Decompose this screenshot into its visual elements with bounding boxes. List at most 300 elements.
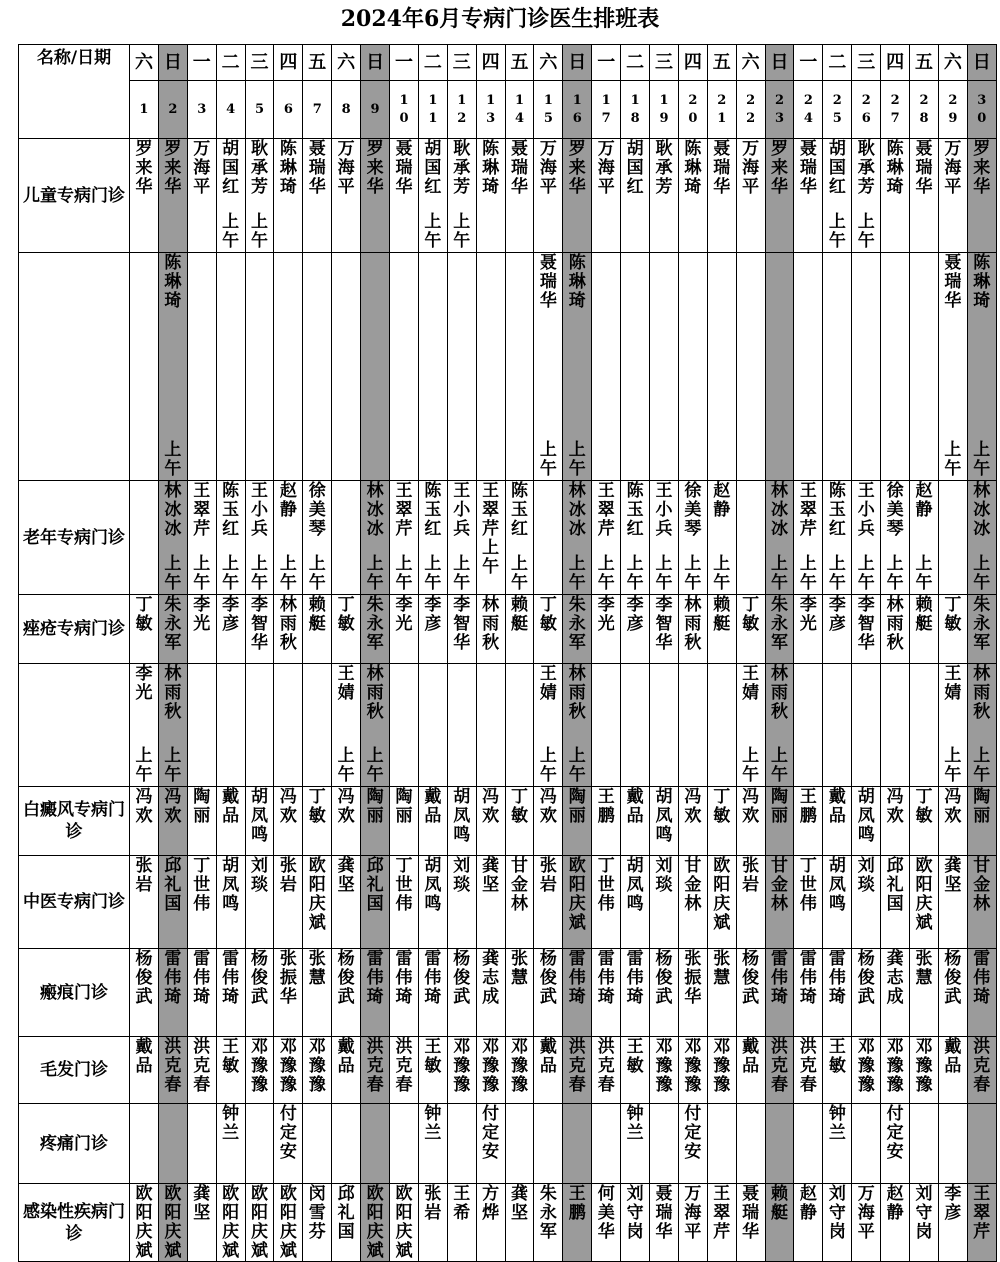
doctor-name: 戴品: [337, 1037, 355, 1076]
doctor-cell: [390, 1104, 419, 1184]
doctor-name: 洪克春: [395, 1037, 413, 1095]
doctor-name: 徐美琴: [886, 481, 904, 539]
doctor-name: 聂瑞华: [944, 253, 962, 311]
doctor-name: 钟兰: [828, 1104, 846, 1143]
doctor-cell: [447, 139, 476, 253]
clinic-name: [19, 253, 130, 481]
weekday-cell: 六: [736, 45, 765, 81]
doctor-cell: [967, 253, 996, 481]
doctor-name: 王敏: [626, 1037, 644, 1076]
doctor-cell: [390, 1184, 419, 1262]
doctor-cell: [216, 139, 245, 253]
morning-tag: 上午: [337, 746, 355, 785]
doctor-name: 罗来华: [771, 139, 789, 197]
doctor-name: 张岩: [742, 856, 760, 895]
doctor-cell: [967, 1184, 996, 1262]
doctor-name: 陈琳琦: [482, 139, 500, 197]
weekday-cell: 五: [303, 45, 332, 81]
weekday-cell: 四: [678, 45, 707, 81]
doctor-cell: [476, 664, 505, 787]
doctor-name: 刘琰: [655, 856, 673, 895]
doctor-cell: [534, 595, 563, 664]
doctor-cell: [158, 1104, 187, 1184]
morning-tag: 上午: [164, 746, 182, 785]
morning-tag: 上午: [944, 440, 962, 479]
doctor-cell: [418, 949, 447, 1037]
doctor-cell: [274, 1104, 303, 1184]
doctor-cell: [678, 1104, 707, 1184]
morning-tag: 上午: [164, 554, 182, 593]
morning-tag: 上午: [251, 212, 268, 251]
doctor-name: 赖艇: [308, 595, 326, 634]
doctor-cell: [707, 949, 736, 1037]
doctor-name: 林雨秋: [568, 664, 586, 722]
doctor-cell: [592, 481, 621, 595]
doctor-name: 李光: [799, 595, 817, 634]
doctor-name: 杨俊武: [453, 949, 471, 1007]
doctor-cell: [678, 139, 707, 253]
doctor-cell: [938, 595, 967, 664]
doctor-name: 邓豫豫: [279, 1037, 297, 1095]
doctor-name: 张振华: [684, 949, 702, 1007]
doctor-name: 龚坚: [944, 856, 962, 895]
doctor-name: 张岩: [424, 1184, 442, 1223]
doctor-name: 邓豫豫: [886, 1037, 904, 1095]
doctor-cell: [534, 1037, 563, 1104]
doctor-name: 万海平: [944, 139, 962, 197]
doctor-cell: [794, 664, 823, 787]
morning-tag: 上午: [597, 554, 615, 593]
doctor-cell: [650, 1184, 679, 1262]
doctor-name: 王婧: [539, 664, 557, 703]
doctor-cell: [592, 139, 621, 253]
doctor-cell: [794, 856, 823, 949]
doctor-cell: [418, 787, 447, 856]
doctor-cell: [158, 1184, 187, 1262]
doctor-cell: [765, 787, 794, 856]
doctor-cell: [910, 1184, 939, 1262]
clinic-name: 瘢痕门诊: [19, 949, 130, 1037]
doctor-cell: [216, 787, 245, 856]
doctor-name: 雷伟琦: [193, 949, 211, 1007]
weekday-cell: 一: [592, 45, 621, 81]
doctor-name: 赵静: [713, 481, 731, 520]
doctor-cell: [910, 949, 939, 1037]
doctor-name: 胡凤鸣: [828, 856, 846, 914]
doctor-name: 丁世伟: [799, 856, 817, 914]
doctor-name: 欧阳庆斌: [135, 1184, 153, 1261]
doctor-cell: [650, 595, 679, 664]
doctor-cell: [794, 481, 823, 595]
doctor-cell: [852, 481, 881, 595]
doctor-name: 杨俊武: [857, 949, 875, 1007]
doctor-name: 欧阳庆斌: [308, 856, 326, 933]
doctor-cell: [881, 139, 910, 253]
morning-tag: 上午: [539, 746, 557, 785]
doctor-name: 聂瑞华: [655, 1184, 673, 1242]
doctor-cell: [707, 1037, 736, 1104]
doctor-name: 罗来华: [366, 139, 384, 197]
clinic-row: [19, 1037, 997, 1104]
doctor-name: 洪克春: [164, 1037, 182, 1095]
doctor-name: 王小兵: [453, 481, 471, 539]
doctor-cell: [621, 1184, 650, 1262]
doctor-name: 耿承芳: [453, 139, 471, 197]
weekday-cell: 六: [130, 45, 159, 81]
doctor-name: 雷伟琦: [828, 949, 846, 1007]
doctor-cell: [938, 1104, 967, 1184]
date-cell: 6: [274, 81, 303, 139]
doctor-cell: [938, 253, 967, 481]
doctor-cell: [967, 481, 996, 595]
doctor-cell: [592, 1184, 621, 1262]
date-cell: 10: [390, 81, 419, 139]
doctor-name: 冯欢: [539, 787, 557, 826]
doctor-name: 戴品: [222, 787, 240, 826]
doctor-cell: [938, 664, 967, 787]
doctor-cell: [245, 1104, 274, 1184]
weekday-cell: 二: [216, 45, 245, 81]
doctor-cell: [130, 481, 159, 595]
doctor-cell: [216, 856, 245, 949]
doctor-name: 洪克春: [771, 1037, 789, 1095]
doctor-cell: [678, 664, 707, 787]
doctor-cell: [650, 481, 679, 595]
doctor-name: 邓豫豫: [308, 1037, 326, 1095]
doctor-cell: [881, 856, 910, 949]
doctor-cell: [765, 1184, 794, 1262]
doctor-name: 李彦: [424, 595, 442, 634]
doctor-cell: [765, 481, 794, 595]
doctor-name: 付定安: [482, 1104, 500, 1162]
doctor-cell: [361, 595, 390, 664]
doctor-name: 聂瑞华: [915, 139, 933, 197]
doctor-cell: [621, 595, 650, 664]
schedule-table: [18, 44, 997, 1262]
doctor-cell: [274, 787, 303, 856]
doctor-cell: [303, 787, 332, 856]
doctor-name: 雷伟琦: [973, 949, 991, 1007]
doctor-cell: [274, 481, 303, 595]
doctor-cell: [592, 1104, 621, 1184]
doctor-cell: [794, 595, 823, 664]
doctor-cell: [245, 595, 274, 664]
doctor-name: 李彦: [944, 1184, 962, 1223]
doctor-name: 甘金林: [973, 856, 991, 914]
doctor-cell: [823, 1037, 852, 1104]
doctor-cell: [852, 1037, 881, 1104]
weekday-cell: 一: [794, 45, 823, 81]
doctor-cell: [967, 139, 996, 253]
doctor-cell: [621, 139, 650, 253]
doctor-name: 赖艇: [915, 595, 933, 634]
doctor-name: 冯欢: [684, 787, 702, 826]
date-cell: 5: [245, 81, 274, 139]
doctor-name: 李光: [395, 595, 413, 634]
doctor-name: 陶丽: [395, 787, 413, 826]
doctor-cell: [216, 1184, 245, 1262]
doctor-name: 刘守岗: [626, 1184, 644, 1242]
doctor-cell: [476, 253, 505, 481]
clinic-name: 毛发门诊: [19, 1037, 130, 1104]
morning-tag: 上午: [164, 440, 182, 479]
doctor-name: 王希: [453, 1184, 471, 1223]
doctor-name: 冯欢: [482, 787, 500, 826]
doctor-cell: [187, 1104, 216, 1184]
doctor-cell: [650, 139, 679, 253]
doctor-cell: [910, 1104, 939, 1184]
doctor-cell: [621, 481, 650, 595]
doctor-cell: [361, 1104, 390, 1184]
doctor-name: 赵静: [799, 1184, 817, 1223]
doctor-cell: [187, 1037, 216, 1104]
doctor-cell: [592, 949, 621, 1037]
doctor-cell: [245, 856, 274, 949]
weekday-cell: 四: [881, 45, 910, 81]
morning-tag: 上午: [828, 212, 846, 251]
doctor-cell: [418, 856, 447, 949]
doctor-cell: [621, 949, 650, 1037]
doctor-name: 欧阳庆斌: [915, 856, 933, 933]
doctor-name: 张慧: [308, 949, 326, 988]
doctor-name: 王翠芹: [193, 481, 211, 539]
doctor-name: 陈玉红: [222, 481, 240, 539]
doctor-name: 雷伟琦: [626, 949, 644, 1007]
doctor-cell: [881, 1037, 910, 1104]
doctor-name: 付定安: [279, 1104, 297, 1162]
doctor-cell: [245, 139, 274, 253]
doctor-cell: [476, 856, 505, 949]
doctor-name: 聂瑞华: [308, 139, 326, 197]
morning-tag: 上午: [424, 554, 442, 593]
morning-tag: 上午: [915, 554, 933, 593]
doctor-cell: [967, 1037, 996, 1104]
doctor-cell: [274, 949, 303, 1037]
doctor-cell: [158, 595, 187, 664]
doctor-cell: [910, 664, 939, 787]
doctor-name: 朱永军: [539, 1184, 557, 1242]
doctor-name: 李光: [597, 595, 615, 634]
doctor-name: 陈琳琦: [684, 139, 702, 197]
clinic-row: [19, 949, 997, 1037]
doctor-cell: [216, 664, 245, 787]
doctor-name: 冯欢: [337, 787, 355, 826]
doctor-cell: [505, 787, 534, 856]
doctor-cell: [910, 856, 939, 949]
date-cell: 2: [158, 81, 187, 139]
doctor-name: 欧阳庆斌: [395, 1184, 413, 1261]
morning-tag: 上午: [973, 746, 991, 785]
doctor-name: 林冰冰: [366, 481, 384, 539]
doctor-cell: [852, 787, 881, 856]
doctor-cell: [563, 1037, 592, 1104]
doctor-name: 朱永军: [164, 595, 182, 653]
doctor-cell: [418, 481, 447, 595]
doctor-cell: [476, 1037, 505, 1104]
date-cell: 27: [881, 81, 910, 139]
doctor-cell: [852, 139, 881, 253]
doctor-name: 王敏: [828, 1037, 846, 1076]
doctor-name: 罗来华: [973, 139, 991, 197]
doctor-name: 冯欢: [886, 787, 904, 826]
doctor-name: 龚坚: [482, 856, 500, 895]
doctor-cell: [794, 1184, 823, 1262]
doctor-cell: [390, 664, 419, 787]
date-cell: 14: [505, 81, 534, 139]
doctor-name: 雷伟琦: [366, 949, 384, 1007]
doctor-name: 李智华: [251, 595, 268, 653]
doctor-cell: [505, 949, 534, 1037]
doctor-cell: [274, 139, 303, 253]
date-header-row: [19, 81, 997, 139]
doctor-cell: [187, 481, 216, 595]
doctor-cell: [881, 253, 910, 481]
weekday-cell: 三: [447, 45, 476, 81]
doctor-cell: [274, 595, 303, 664]
doctor-cell: [938, 949, 967, 1037]
doctor-cell: [245, 664, 274, 787]
doctor-cell: [967, 949, 996, 1037]
doctor-cell: [361, 787, 390, 856]
doctor-cell: [678, 949, 707, 1037]
doctor-cell: [390, 856, 419, 949]
morning-tag: 上午: [424, 212, 442, 251]
doctor-name: 杨俊武: [135, 949, 153, 1007]
doctor-name: 杨俊武: [655, 949, 673, 1007]
doctor-name: 罗来华: [568, 139, 586, 197]
doctor-cell: [216, 481, 245, 595]
doctor-cell: [794, 949, 823, 1037]
doctor-cell: [563, 664, 592, 787]
morning-tag: 上午: [973, 554, 991, 593]
date-cell: 21: [707, 81, 736, 139]
doctor-cell: [390, 1037, 419, 1104]
doctor-name: 甘金林: [684, 856, 702, 914]
doctor-name: 冯欢: [279, 787, 297, 826]
doctor-cell: [823, 856, 852, 949]
doctor-name: 冯欢: [742, 787, 760, 826]
doctor-cell: [794, 1104, 823, 1184]
doctor-cell: [505, 481, 534, 595]
doctor-cell: [187, 787, 216, 856]
doctor-cell: [650, 856, 679, 949]
doctor-cell: [765, 856, 794, 949]
morning-tag: 上午: [684, 554, 702, 593]
doctor-name: 陶丽: [193, 787, 211, 826]
weekday-cell: 六: [534, 45, 563, 81]
doctor-cell: [765, 1104, 794, 1184]
doctor-name: 欧阳庆斌: [222, 1184, 240, 1261]
doctor-cell: [245, 949, 274, 1037]
doctor-name: 丁敏: [308, 787, 326, 826]
doctor-cell: [390, 949, 419, 1037]
doctor-name: 邱礼国: [164, 856, 182, 914]
doctor-name: 聂瑞华: [713, 139, 731, 197]
doctor-name: 林雨秋: [886, 595, 904, 653]
doctor-cell: [765, 664, 794, 787]
doctor-cell: [852, 595, 881, 664]
morning-tag: 上午: [568, 440, 586, 479]
doctor-name: 赵静: [886, 1184, 904, 1223]
doctor-cell: [303, 139, 332, 253]
clinic-row: [19, 787, 997, 856]
doctor-name: 林雨秋: [279, 595, 297, 653]
doctor-name: 甘金林: [771, 856, 789, 914]
doctor-cell: [563, 1104, 592, 1184]
clinic-name: 疼痛门诊: [19, 1104, 130, 1184]
doctor-name: 雷伟琦: [568, 949, 586, 1007]
doctor-cell: [967, 1104, 996, 1184]
doctor-cell: [881, 1104, 910, 1184]
doctor-cell: [563, 1184, 592, 1262]
doctor-name: 李彦: [222, 595, 240, 634]
doctor-cell: [332, 481, 361, 595]
doctor-name: 林雨秋: [482, 595, 500, 653]
date-cell: 15: [534, 81, 563, 139]
clinic-name: 老年专病门诊: [19, 481, 130, 595]
doctor-name: 李智华: [857, 595, 875, 653]
doctor-cell: [418, 253, 447, 481]
doctor-name: 邓豫豫: [684, 1037, 702, 1095]
doctor-cell: [361, 664, 390, 787]
clinic-name: 感染性疾病门诊: [19, 1184, 130, 1262]
doctor-name: 邓豫豫: [655, 1037, 673, 1095]
doctor-name: 邱礼国: [337, 1184, 355, 1242]
doctor-name: 雷伟琦: [597, 949, 615, 1007]
doctor-name: 耿承芳: [251, 139, 268, 197]
doctor-cell: [390, 481, 419, 595]
doctor-name: 林冰冰: [568, 481, 586, 539]
morning-tag: 上午: [395, 554, 413, 593]
doctor-cell: [534, 1184, 563, 1262]
doctor-name: 林雨秋: [973, 664, 991, 722]
doctor-name: 王小兵: [251, 481, 268, 539]
doctor-cell: [736, 139, 765, 253]
doctor-name: 邓豫豫: [453, 1037, 471, 1095]
doctor-name: 王小兵: [655, 481, 673, 539]
doctor-cell: [447, 1104, 476, 1184]
clinic-row: [19, 595, 997, 664]
doctor-cell: [621, 1037, 650, 1104]
doctor-cell: [274, 856, 303, 949]
doctor-cell: [476, 595, 505, 664]
doctor-cell: [823, 664, 852, 787]
doctor-name: 陈琳琦: [568, 253, 586, 311]
doctor-name: 龚坚: [337, 856, 355, 895]
doctor-cell: [245, 787, 274, 856]
morning-tag: 上午: [771, 746, 789, 785]
doctor-name: 陶丽: [568, 787, 586, 826]
doctor-name: 李彦: [828, 595, 846, 634]
page-title: 2024年6月专病门诊医生排班表: [340, 6, 660, 32]
doctor-name: 王翠芹: [597, 481, 615, 539]
morning-tag: 上午: [366, 746, 384, 785]
date-cell: 4: [216, 81, 245, 139]
doctor-name: 钟兰: [424, 1104, 442, 1143]
doctor-cell: [447, 856, 476, 949]
doctor-name: 刘琰: [857, 856, 875, 895]
morning-tag: 上午: [539, 440, 557, 479]
doctor-cell: [707, 595, 736, 664]
weekday-cell: 六: [938, 45, 967, 81]
doctor-name: 胡凤鸣: [626, 856, 644, 914]
doctor-name: 钟兰: [222, 1104, 240, 1143]
doctor-cell: [303, 481, 332, 595]
doctor-name: 李光: [135, 664, 153, 703]
doctor-cell: [650, 253, 679, 481]
doctor-cell: [707, 481, 736, 595]
doctor-cell: [158, 139, 187, 253]
